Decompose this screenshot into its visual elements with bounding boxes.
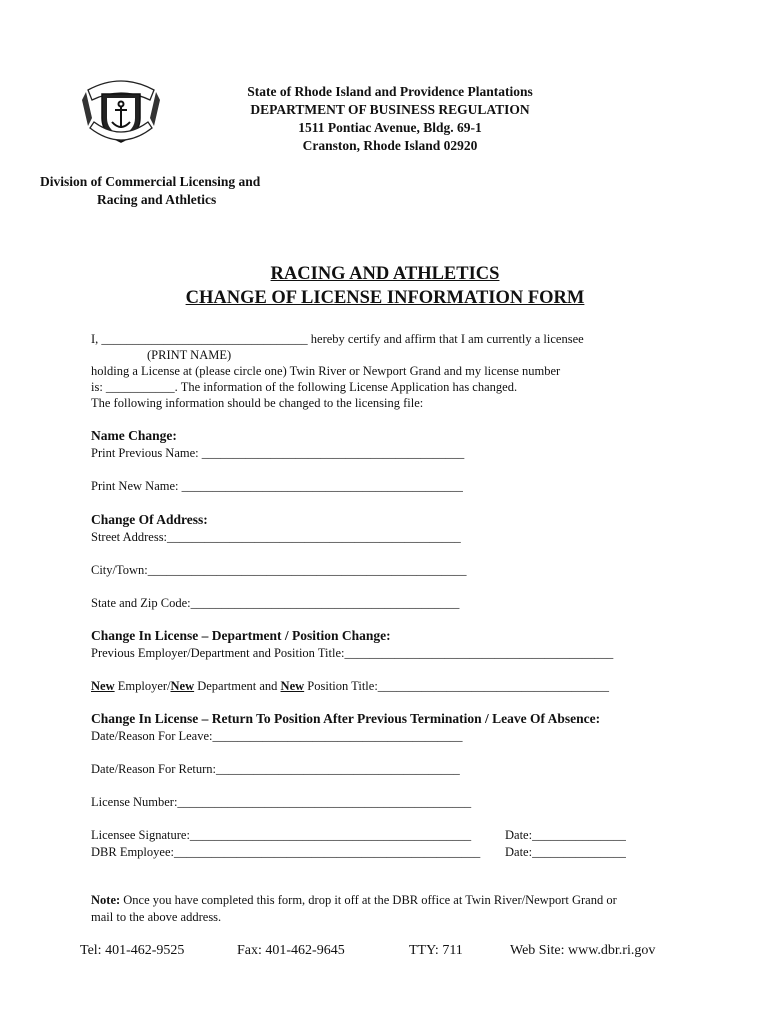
previous-name-field[interactable]: Print Previous Name: __________________________________________ [91, 446, 465, 460]
division-name [40, 173, 260, 209]
print-name-caption: (PRINT NAME) [147, 348, 232, 362]
intro-license-number-line: is: ___________. The information of the following License Application has changed. [91, 380, 518, 394]
street-address-field[interactable]: Street Address:_______________________________________________ [91, 530, 461, 544]
note-label: Note: [91, 893, 121, 907]
new-name-field[interactable]: Print New Name: _____________________________________________ [91, 479, 463, 493]
intro-certify-line: I, _________________________________ hereby certify and affirm that I am currently a licensee [91, 332, 584, 346]
division-line-2: Racing and Athletics [97, 192, 217, 207]
dbr-date-field[interactable]: Date:_______________ [505, 845, 626, 859]
footer-tel: Tel: 401-462-9525 [80, 943, 185, 958]
header-line-department: DEPARTMENT OF BUSINESS REGULATION [250, 102, 530, 117]
form-title-line-2: CHANGE OF LICENSE INFORMATION FORM [185, 288, 585, 308]
previous-employer-field[interactable]: Previous Employer/Department and Position Title:___________________________________________ [91, 646, 614, 660]
header-line-state: State of Rhode Island and Providence Plantations [247, 84, 533, 99]
new-emphasis: New [91, 679, 115, 693]
agency-header [190, 83, 590, 155]
state-zip-field[interactable]: State and Zip Code:___________________________________________ [91, 596, 460, 610]
address-change-heading: Change Of Address: [91, 512, 208, 527]
header-line-city: Cranston, Rhode Island 02920 [302, 138, 478, 153]
division-line-1: Division of Commercial Licensing and [40, 174, 261, 189]
license-number-field[interactable]: License Number:_______________________________________________ [91, 795, 472, 809]
state-seal-logo [80, 70, 162, 152]
city-town-field[interactable]: City/Town:___________________________________________________ [91, 563, 467, 577]
new-emphasis: New [280, 679, 305, 693]
intro-instruction-line: The following information should be changed to the licensing file: [91, 396, 424, 410]
dbr-employee-field[interactable]: DBR Employee:_________________________________________________ [91, 845, 481, 859]
form-title-line-1: RACING AND ATHLETICS [270, 264, 500, 284]
return-date-reason-field[interactable]: Date/Reason For Return:_______________________________________ [91, 762, 460, 776]
note-line-2: mail to the above address. [91, 910, 222, 924]
note-line-1: Note: Once you have completed this form, drop it off at the DBR office at Twin River/Newport Grand or [91, 893, 617, 907]
licensee-date-field[interactable]: Date:_______________ [505, 828, 626, 842]
footer-fax: Fax: 401-462-9645 [237, 943, 345, 958]
header-line-street: 1511 Pontiac Avenue, Bldg. 69-1 [298, 120, 482, 135]
new-emphasis: New [170, 679, 195, 693]
department-change-heading: Change In License – Department / Position Change: [91, 628, 391, 643]
footer-tty: TTY: 711 [409, 943, 463, 958]
leave-date-reason-field[interactable]: Date/Reason For Leave:________________________________________ [91, 729, 463, 743]
new-employer-field[interactable]: New Employer/New Department and New Position Title:_____________________________________ [91, 679, 610, 693]
intro-license-line: holding a License at (please circle one) Twin River or Newport Grand and my license number [91, 364, 561, 378]
name-change-heading: Name Change: [91, 428, 177, 443]
licensee-signature-field[interactable]: Licensee Signature:_____________________________________________ [91, 828, 472, 842]
footer-website[interactable]: Web Site: www.dbr.ri.gov [510, 943, 656, 958]
return-change-heading: Change In License – Return To Position After Previous Termination / Leave Of Absence: [91, 711, 601, 726]
